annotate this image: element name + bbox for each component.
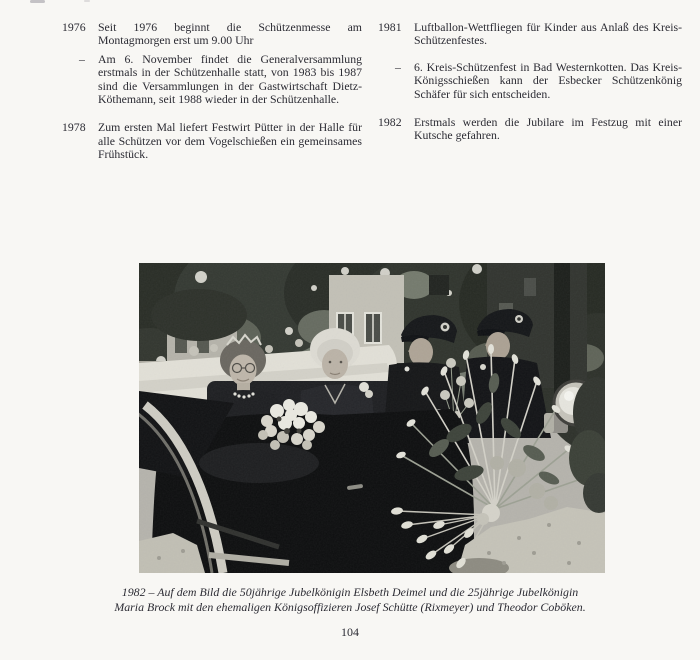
entry-subparagraph xyxy=(395,59,682,101)
entry-subparagraph xyxy=(79,51,362,107)
timeline-entry-1976 xyxy=(62,21,362,106)
scan-artifact xyxy=(84,0,90,2)
page-number: 104 xyxy=(341,625,359,639)
entry-year: 1981 xyxy=(378,20,402,34)
entry-year: 1982 xyxy=(378,115,402,130)
entry-texts xyxy=(414,116,682,143)
caption-line-2: Maria Brock mit den ehemaligen Königsoffizieren Josef Schütte (Rixmeyer) und Theodor Coböken. xyxy=(114,599,586,614)
timeline-columns xyxy=(62,21,682,177)
entry-texts xyxy=(79,20,362,107)
entry-paragraph: Erstmals werden die Jubilare im Festzug mit einer Kutsche gefahren. xyxy=(414,115,682,143)
dash-marker: – xyxy=(79,51,85,66)
entry-paragraph: Seit 1976 beginnt die Schützenmesse am Montagmorgen erst um 9.00 Uhr xyxy=(98,20,362,48)
photo-illustration xyxy=(139,263,605,573)
column-left xyxy=(62,21,362,177)
column-right xyxy=(378,21,682,177)
photograph xyxy=(139,263,605,573)
entry-year: 1976 xyxy=(62,20,86,34)
entry-year: 1978 xyxy=(62,120,86,135)
entry-paragraph-text: 6. Kreis-Schützenfest in Bad Westernkotten. Das Kreis-Königsschießen kann der Esbecker Schützenkönig Schäfer für sich entscheiden. xyxy=(414,59,682,101)
timeline-entry-1981 xyxy=(378,21,682,101)
timeline-entry-1978 xyxy=(62,121,362,161)
entry-paragraph: Luftballon-Wettfliegen für Kinder aus Anlaß des Kreis-Schützenfestes. xyxy=(414,20,682,48)
photo-caption xyxy=(110,585,590,614)
entry-texts xyxy=(395,20,682,101)
entry-texts xyxy=(98,121,362,161)
photo-tint xyxy=(139,263,605,573)
dash-marker: – xyxy=(395,59,401,74)
entry-paragraph: Zum ersten Mal liefert Festwirt Pütter in der Halle für alle Schützen vor dem Vogelschießen ein gemeinsames Frühstück. xyxy=(98,120,362,162)
scan-artifact xyxy=(30,0,45,3)
entry-paragraph-text: Am 6. November findet die Generalversammlung erstmals in der Schützenhalle statt, von 1983 bis 1987 sind die Versammlungen in der Gastwirtschaft Dietz-Köthemann, seit 1988 wieder in der Schützenhalle. xyxy=(98,51,362,107)
timeline-entry-1982 xyxy=(378,116,682,143)
caption-line-1: 1982 – Auf dem Bild die 50jährige Jubelkönigin Elsbeth Deimel und die 25jährige Jubelkönigin xyxy=(121,585,579,599)
